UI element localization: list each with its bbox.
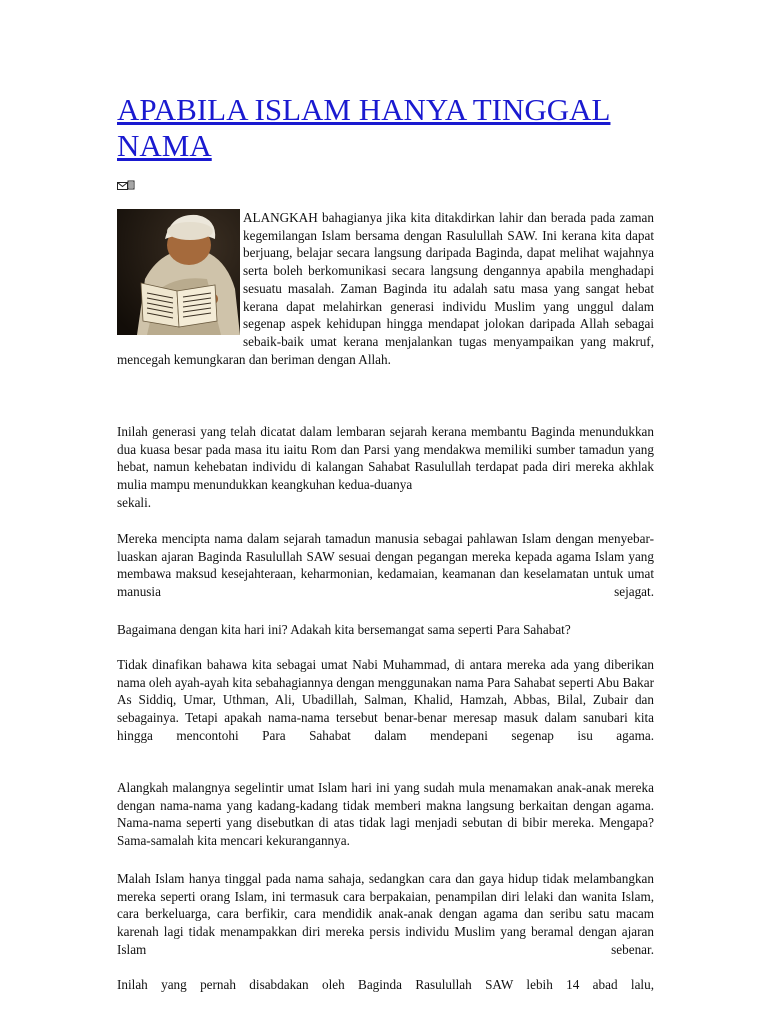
paragraph-5: Tidak dinafikan bahawa kita sebagai umat Nabi Muhammad, di antara mereka ada yang diberikan nama oleh ayah-ayah kita sebahagiannya dengan menggunakan nama Para Sahabat seperti Abu Bakar As Siddiq, Umar, Uthman, Ali, Ubadillah, Salman, Khalid, Hamzah, Abbas, Bilal, Zubair dan sebagainya. Tetapi apakah nama-nama tersebut benar-benar meresap masuk dalam sanubari kita hingga mencontohi Para Sahabat dalam mendepani segenap isu agama. xyxy=(117,657,654,743)
paragraph-2-end: sekali. xyxy=(117,494,152,510)
paragraph-6: Alangkah malangnya segelintir umat Islam hari ini yang sudah mula menamakan anak-anak mereka dengan nama-nama yang kadang-kadang tidak memberi makna langsung berkaitan dengan agama. Nama-nama seperti yang disebutkan di atas tidak lagi menjadi sebutan di bibir mereka. Mengapa? Sama-samalah kita mencari kekurangannya. xyxy=(117,780,654,849)
paragraph-4: Bagaimana dengan kita hari ini? Adakah kita bersemangat sama seperti Para Sahabat? xyxy=(117,622,571,637)
paragraph-7: Malah Islam hanya tinggal pada nama sahaja, sedangkan cara dan gaya hidup tidak melambangkan mereka seperti orang Islam, ini termasuk cara berpakaian, penampilan diri lelaki dan wanita Islam, cara berkeluarga, cara berfikir, cara mendidik anak-anak dengan agama dan seribu satu macam karenah lagi tidak menampakkan diri mereka persis individu Muslim yang beramal dengan ajaran Islam sebenar. xyxy=(117,871,654,957)
paragraph-8: Inilah yang pernah disabdakan oleh Baginda Rasulullah SAW lebih 14 abad lalu, xyxy=(117,977,654,992)
article-title[interactable]: APABILA ISLAM HANYA TINGGAL NAMA xyxy=(117,92,611,163)
paragraph-2 xyxy=(117,423,654,512)
paragraph-1 xyxy=(117,209,654,368)
paragraph-1-text: ALANGKAH bahagianya jika kita ditakdirkan lahir dan berada pada zaman kegemilangan Islam bersama dengan Rasulullah SAW. Ini kerana kita dapat berjuang, belajar secara langsung daripada Baginda, dapat melihat wajahnya serta boleh berkomunikasi secara langsung dengannya apabila menghadapi sesuatu masalah. Zaman Baginda itu adalah satu masa yang sangat hebat kerana dapat melahirkan generasi individu Muslim yang unggul dalam segenap aspek kehidupan hingga mendapat jolokan daripada Allah sebagai sebaik-baik umat kerana menjalankan tugas menyampaikan yang makruf, mencegah kemungkaran dan beriman dengan Allah. xyxy=(117,210,654,367)
paragraph-2-text: Inilah generasi yang telah dicatat dalam lembaran sejarah kerana membantu Baginda menundukkan dua kuasa besar pada masa itu iaitu Rom dan Parsi yang mendakwa memiliki sumber tamadun yang hebat, namun kehebatan individu di kalangan Sahabat Rasulullah terdapat pada diri mereka akhlak mulia mampu menundukkan keangkuhan kedua-duanya xyxy=(117,424,654,493)
paragraph-3: Mereka mencipta nama dalam sejarah tamadun manusia sebagai pahlawan Islam dengan menyebar-luaskan ajaran Baginda Rasulullah SAW sesuai dengan pegangan mereka kepada agama Islam yang membawa maksud kesejahteraan, keharmonian, kedamaian, keamanan dan keselamatan untuk umat manusia sejagat. xyxy=(117,531,654,600)
photo-spacer xyxy=(117,209,243,342)
mail-icon[interactable] xyxy=(117,180,135,191)
